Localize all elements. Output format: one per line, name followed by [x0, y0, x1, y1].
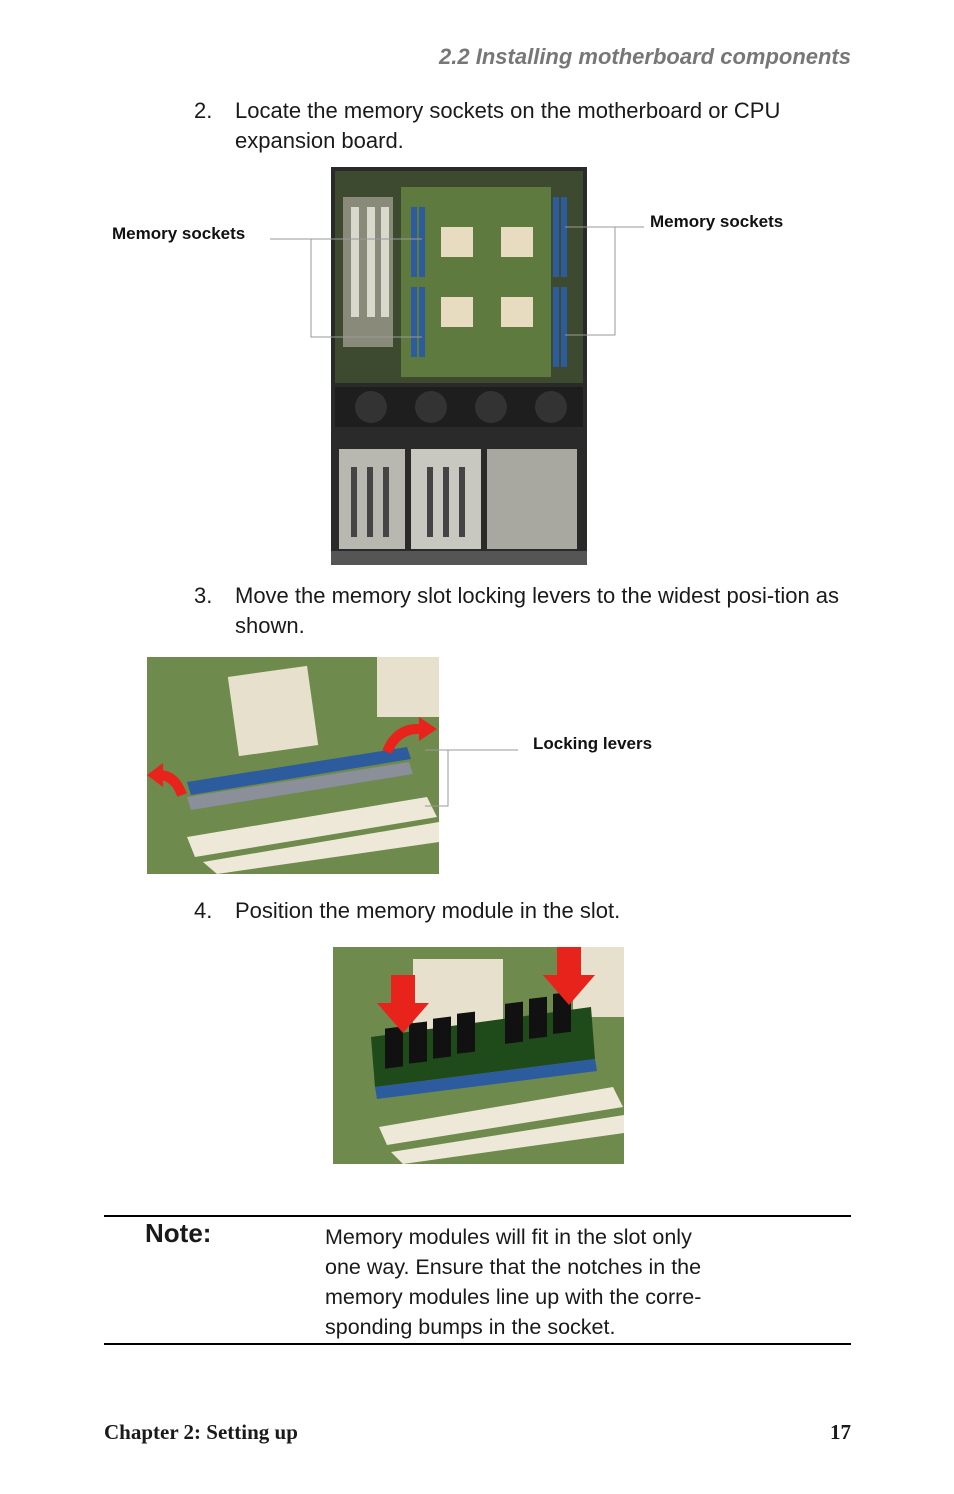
note-line: memory modules line up with the corre- [325, 1285, 702, 1309]
note-title: Note: [145, 1218, 212, 1248]
step-text: Move the memory slot locking levers to the widest posi-tion as shown. [235, 583, 840, 638]
callout-lines-fig2 [405, 745, 525, 810]
note-line: sponding bumps in the socket. [325, 1315, 616, 1339]
memory-sockets-label-left: Memory sockets [112, 224, 246, 243]
note-bottom-rule [104, 1343, 851, 1345]
footer-page-number: 17 [830, 1420, 851, 1444]
note-top-rule [104, 1215, 851, 1217]
note-line: Memory modules will fit in the slot only [325, 1225, 692, 1249]
locking-levers-photo [147, 657, 439, 874]
step-text: Locate the memory sockets on the motherboard or CPU expansion board. [235, 98, 781, 153]
step-number: 4. [194, 898, 213, 923]
memory-sockets-label-right: Memory sockets [650, 212, 784, 231]
step-number: 2. [194, 98, 213, 123]
memory-module-photo [333, 947, 624, 1164]
callout-lines-fig1 [260, 220, 650, 340]
note-body [325, 1222, 765, 1342]
step-number: 3. [194, 583, 213, 608]
locking-levers-label: Locking levers [533, 734, 653, 753]
footer-chapter: Chapter 2: Setting up [104, 1420, 298, 1444]
section-header: 2.2 Installing motherboard components [439, 44, 851, 69]
step-text: Position the memory module in the slot. [235, 898, 621, 923]
note-line: one way. Ensure that the notches in the [325, 1255, 702, 1279]
